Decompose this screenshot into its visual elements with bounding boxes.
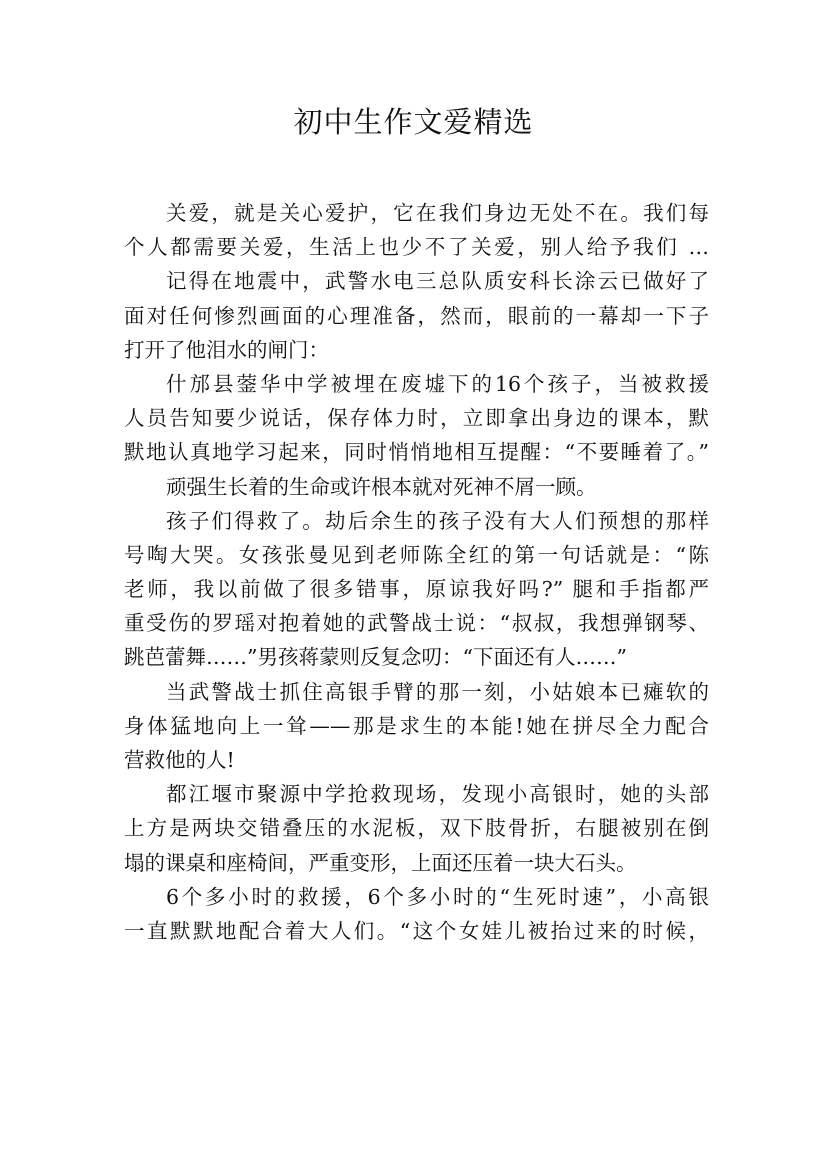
text-line: 记得在地震中，武警水电三总队质安科长涂云已做好了 [166,269,709,294]
text-line: 一直默默地配合着大人们。“这个女娃儿被抬过来的时候， [124,918,709,943]
text-line: 面对任何惨烈画面的心理准备，然而，眼前的一幕却一下子 [124,303,709,328]
text-line: 孩子们得救了。劫后余生的孩子没有大人们预想的那样 [166,508,709,533]
text-line: 都江堰市聚源中学抢救现场，发现小高银时，她的头部 [166,782,709,807]
text-line: 号啕大哭。女孩张曼见到老师陈全红的第一句话就是：“陈 [124,542,709,567]
text-line: 打开了他泪水的闸门： [124,337,329,362]
text-line: 什邡县蓥华中学被埋在废墟下的16个孩子，当被救援 [166,371,709,396]
text-line: 身体猛地向上一耸——那是求生的本能!她在拼尽全力配合 [124,713,709,738]
text-line: 关爱，就是关心爱护，它在我们身边无处不在。我们每 [166,201,709,225]
text-line: 6个多小时的救援，6个多小时的“生死时速”，小高银 [166,884,709,909]
document-title: 初中生作文爱精选 [293,105,534,139]
text-line: 默地认真地学习起来，同时悄悄地相互提醒：“不要睡着了。” [124,440,709,465]
text-line: 顽强生长着的生命或许根本就对死神不屑一顾。 [166,474,597,499]
text-line: 当武警战士抓住高银手臂的那一刻，小姑娘本已瘫软的 [166,679,709,704]
text-line: 重受伤的罗瑶对抱着她的武警战士说：“叔叔，我想弹钢琴、 [124,611,709,636]
text-line: 个人都需要关爱，生活上也少不了关爱，别人给予我们 … [124,235,709,260]
text-line: 人员告知要少说话，保存体力时，立即拿出身边的课本，默 [124,406,709,431]
text-line: 老师，我以前做了很多错事，原谅我好吗?” 腿和手指都严 [124,577,709,602]
text-line: 营救他的人! [124,748,235,772]
text-line: 上方是两块交错叠压的水泥板，双下肢骨折，右腿被别在倒 [124,816,709,841]
document-body [124,196,709,948]
text-line: 塌的课桌和座椅间，严重变形，上面还压着一块大石头。 [124,850,637,875]
text-line: 跳芭蕾舞……”男孩蒋蒙则反复念叨：“下面还有人……” [124,645,627,670]
